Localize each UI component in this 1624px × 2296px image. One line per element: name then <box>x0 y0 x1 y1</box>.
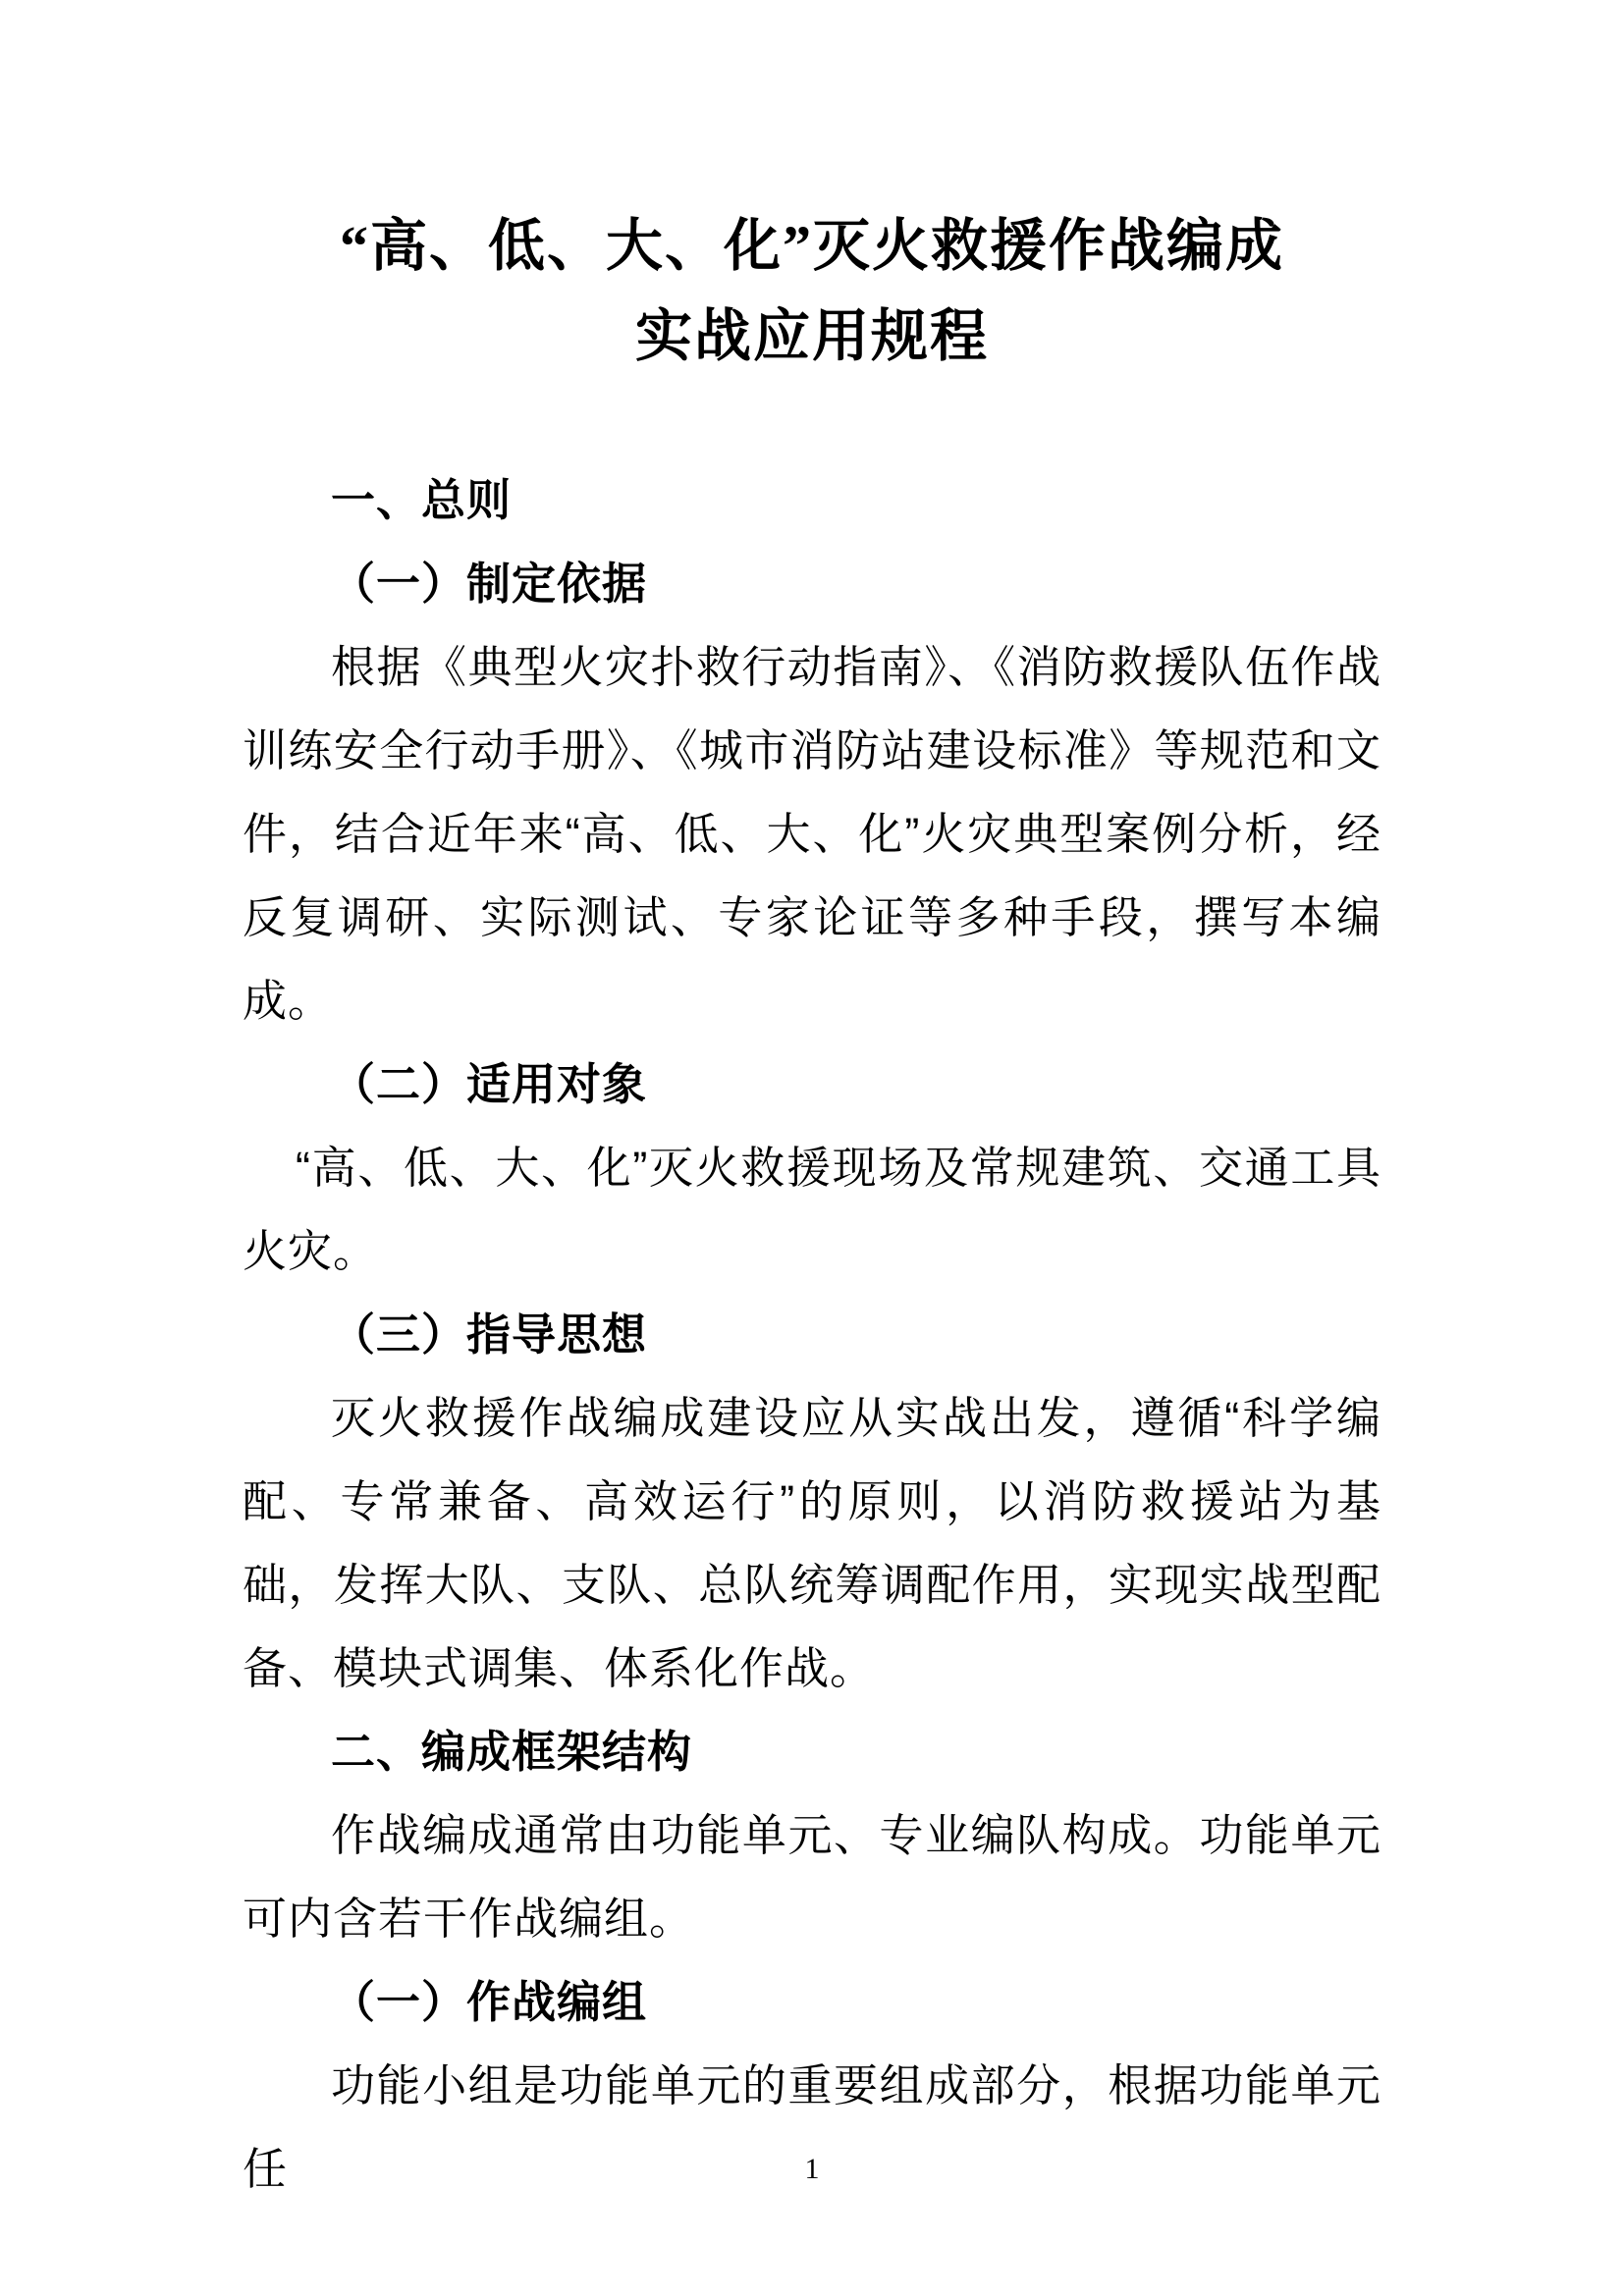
paragraph-3: 灭火救援作战编成建设应从实战出发，遵循“科学编配、专常兼备、高效运行”的原则，以消防救援站为基础，发挥大队、支队、总队统筹调配作用，实现实战型配备、模块式调集、体系化作战。 <box>243 1393 1381 1693</box>
subsection-heading-1-3: （三）指导思想 <box>331 1309 648 1360</box>
section-heading-1: 一、总则 <box>331 475 513 525</box>
page-number: 1 <box>804 2153 820 2185</box>
subsection-heading-1-2: （二）适用对象 <box>331 1059 648 1109</box>
subsection-heading-1-1: （一）制定依据 <box>331 559 648 609</box>
document-title <box>243 201 1381 382</box>
paragraph-4: 作战编成通常由功能单元、专业编队构成。功能单元可内含若干作战编组。 <box>243 1810 1381 1944</box>
document-title-line-1: “高、低、大、化”灭火救援作战编成 <box>339 214 1284 278</box>
section-heading-2: 二、编成框架结构 <box>331 1727 693 1777</box>
paragraph-1: 根据《典型火灾扑救行动指南》、《消防救援队伍作战训练安全行动手册》、《城市消防站建设标准》等规范和文件，结合近年来“高、低、大、化”火灾典型案例分析，经反复调研、实际测试、专家论证等多种手段，撰写本编成。 <box>243 642 1381 1026</box>
subsection-heading-2-1: （一）作战编组 <box>331 1977 648 2027</box>
document-body <box>243 458 1381 2211</box>
paragraph-2: “高、低、大、化”灭火救援现场及常规建筑、交通工具火灾。 <box>243 1143 1381 1276</box>
paragraph-5: 功能小组是功能单元的重要组成部分，根据功能单元任 <box>243 2060 1381 2194</box>
document-title-line-2: 实战应用规程 <box>634 304 989 368</box>
